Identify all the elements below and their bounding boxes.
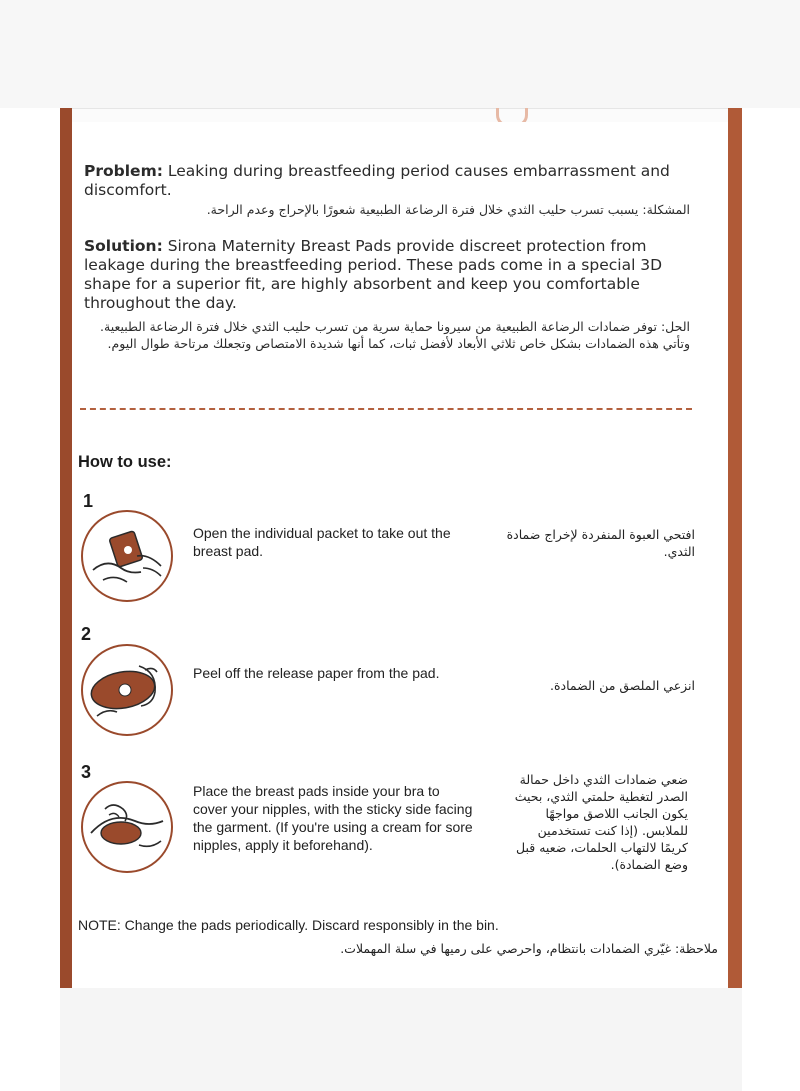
step-1-text-en: Open the individual packet to take out the breast pad. [193, 525, 451, 559]
step-3-number: 3 [81, 762, 92, 782]
step-3-text-en: Place the breast pads inside your bra to cover your nipples, with the sticky side facing the garment. (If you're using a cream for sore nipples, apply it beforehand). [193, 783, 473, 853]
solution-paragraph [84, 237, 704, 313]
problem-text-en: Leaking during breastfeeding period causes embarrassment and discomfort. [84, 162, 670, 199]
note-text-ar: ملاحظة: غيّري الضمادات بانتظام، واحرصي على رميها في سلة المهملات. [340, 941, 718, 956]
box-top-edge [60, 108, 742, 123]
peel-release-paper-icon [81, 644, 173, 736]
step-1-text-ar: افتحي العبوة المنفردة لإخراج ضمادة الثدي. [506, 527, 695, 559]
step-2-text-en: Peel off the release paper from the pad. [193, 665, 440, 681]
note-text-en: NOTE: Change the pads periodically. Discard responsibly in the bin. [78, 917, 499, 933]
problem-text-ar: المشكلة: يسبب تسرب حليب الثدي خلال فترة الرضاعة الطبيعية شعورًا بالإحراج وعدم الراحة. [206, 202, 690, 217]
problem-paragraph [84, 162, 704, 200]
solution-label: Solution: [84, 237, 163, 255]
dashed-divider [80, 408, 692, 410]
place-pad-in-bra-icon [81, 781, 173, 873]
background-bottom [60, 988, 742, 1091]
solution-text-ar: الحل: توفر ضمادات الرضاعة الطبيعية من سيرونا حماية سرية من تسرب حليب الثدي خلال فترة الرضاعة الطبيعية. وتأتي هذه الضمادات بشكل خاص ثلاثي الأبعاد لأفضل ثبات، كما أنها شديدة الامتصاص وتجعلك مرتاحة طوال اليوم. [100, 319, 690, 351]
box-left-edge [60, 108, 72, 988]
step-3-text-ar: ضعي ضمادات الثدي داخل حمالة الصدر لتغطية حلمتي الثدي، بحيث يكون الجانب اللاصق مواجهًا للملابس. (إذا كنت تستخدمين كريمًا لالتهاب الحلمات، ضعيه قبل وضع الضمادة). [514, 772, 688, 872]
how-to-use-title: How to use: [78, 453, 172, 471]
step-1-number: 1 [83, 491, 94, 511]
step-2-number: 2 [81, 624, 92, 644]
box-right-edge [728, 108, 742, 988]
solution-text-en: Sirona Maternity Breast Pads provide discreet protection from leakage during the breastfeeding period. These pads come in a special 3D shape for a superior fit, are highly absorbent and keep you comfortable throughout the day. [84, 237, 663, 312]
background-top [0, 0, 800, 108]
step-2-text-ar: انزعي الملصق من الضمادة. [549, 678, 695, 693]
problem-label: Problem: [84, 162, 163, 180]
open-packet-icon [81, 510, 173, 602]
